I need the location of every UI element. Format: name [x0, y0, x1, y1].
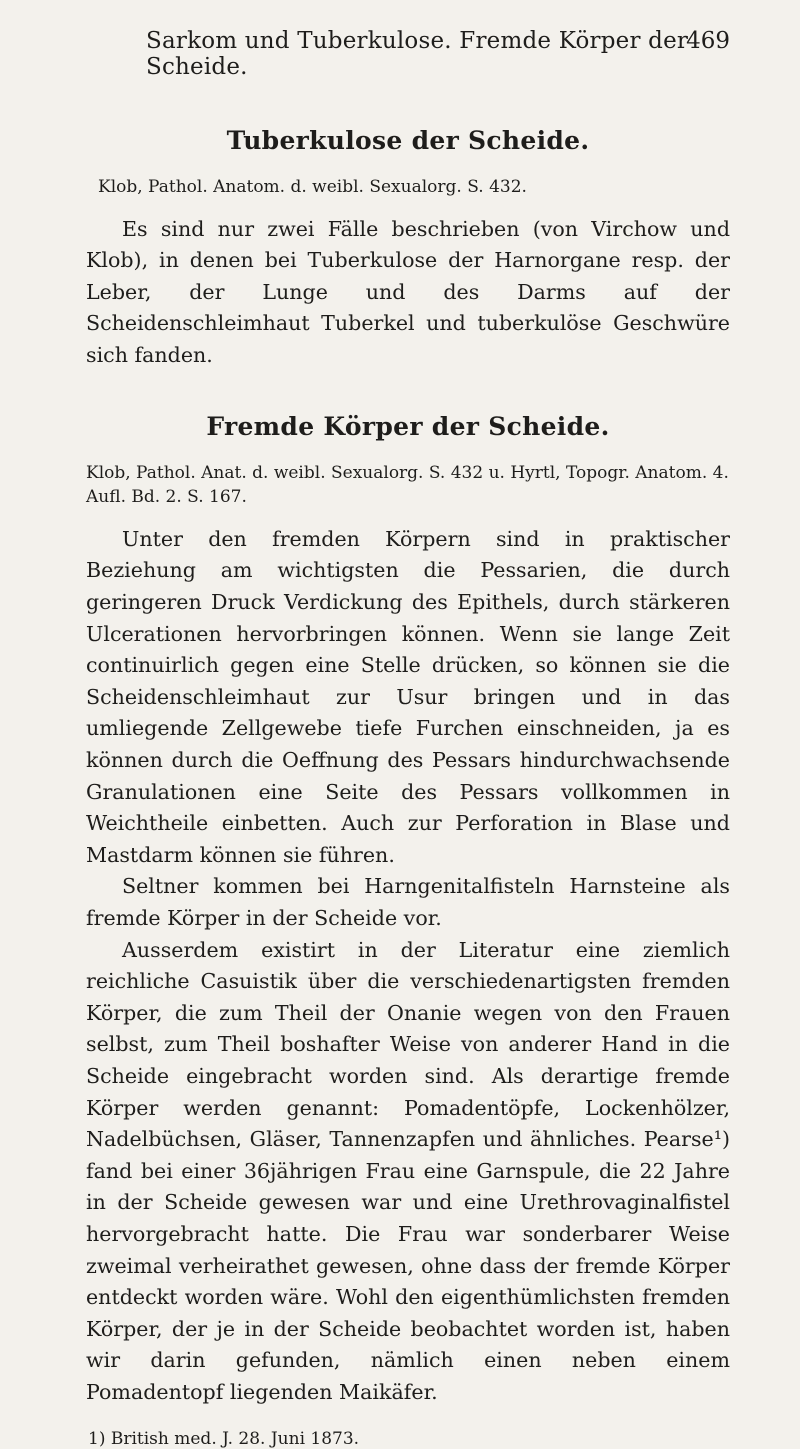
reference-fremde-koerper: Klob, Pathol. Anat. d. weibl. Sexualorg. S. 432 u. Hyrtl, Topogr. Anatom. 4. Aufl. Bd. 2. S. 167. [86, 462, 729, 508]
paragraph: Es sind nur zwei Fälle beschrieben (von Virchow und Klob), in denen bei Tuberkulose der Harnorgane resp. der Leber, der Lunge und des Darms auf der Scheidenschleimhaut Tuberkel und tuberkulöse Geschwüre sich fanden. [86, 216, 730, 368]
reference-tuberkulose: Klob, Pathol. Anatom. d. weibl. Sexualorg. S. 432. [98, 177, 527, 197]
section-title-tuberkulose: Tuberkulose der Scheide. [226, 126, 590, 155]
page-number: 469 [686, 28, 730, 54]
paragraph: Seltner kommen bei Harngenitalfisteln Harnsteine als fremde Körper in der Scheide vor. [86, 874, 730, 931]
running-head [86, 28, 730, 80]
paragraph: Unter den fremden Körpern sind in praktischer Beziehung am wichtigsten die Pessarien, die durch geringeren Druck Verdickung des Epithels, durch stärkeren Ulcerationen hervorbringen können. Wenn sie lange Zeit continuirlich gegen eine Stelle drücken, so können sie die Scheidenschleimhaut zur Usur bringen und in das umliegende Zellgewebe tiefe Furchen einschneiden, ja es können durch die Oeffnung des Pessars hindurchwachsende Granulationen eine Seite des Pessars vollkommen in Weichtheile einbetten. Auch zur Perforation in Blase und Mastdarm können sie führen. [86, 526, 730, 867]
paragraph: Ausserdem existirt in der Literatur eine ziemlich reichliche Casuistik über die verschiedenartigsten fremden Körper, die zum Theil der Onanie wegen von den Frauen selbst, zum Theil boshafter Weise von anderer Hand in die Scheide eingebracht worden sind. Als derartige fremde Körper werden genannt: Pomadentöpfe, Lockenhölzer, Nadelbüchsen, Gläser, Tannenzapfen und ähnliches. Pearse¹) fand bei einer 36jährigen Frau eine Garnspule, die 22 Jahre in der Scheide gewesen war und eine Urethrovaginalfistel hervorgebracht hatte. Die Frau war sonderbarer Weise zweimal verheirathet gewesen, ohne dass der fremde Körper entdeckt worden wäre. Wohl den eigenthümlichsten fremden Körper, der je in der Scheide beobachtet worden ist, haben wir darin gefunden, nämlich einen neben einem Pomadentopf liegenden Maikäfer. [86, 937, 730, 1404]
running-title: Sarkom und Tuberkulose. Fremde Körper der Scheide. [146, 28, 689, 80]
footnote: 1) British med. J. 28. Juni 1873. [88, 1428, 360, 1449]
section-title-fremde-koerper: Fremde Körper der Scheide. [206, 411, 610, 441]
